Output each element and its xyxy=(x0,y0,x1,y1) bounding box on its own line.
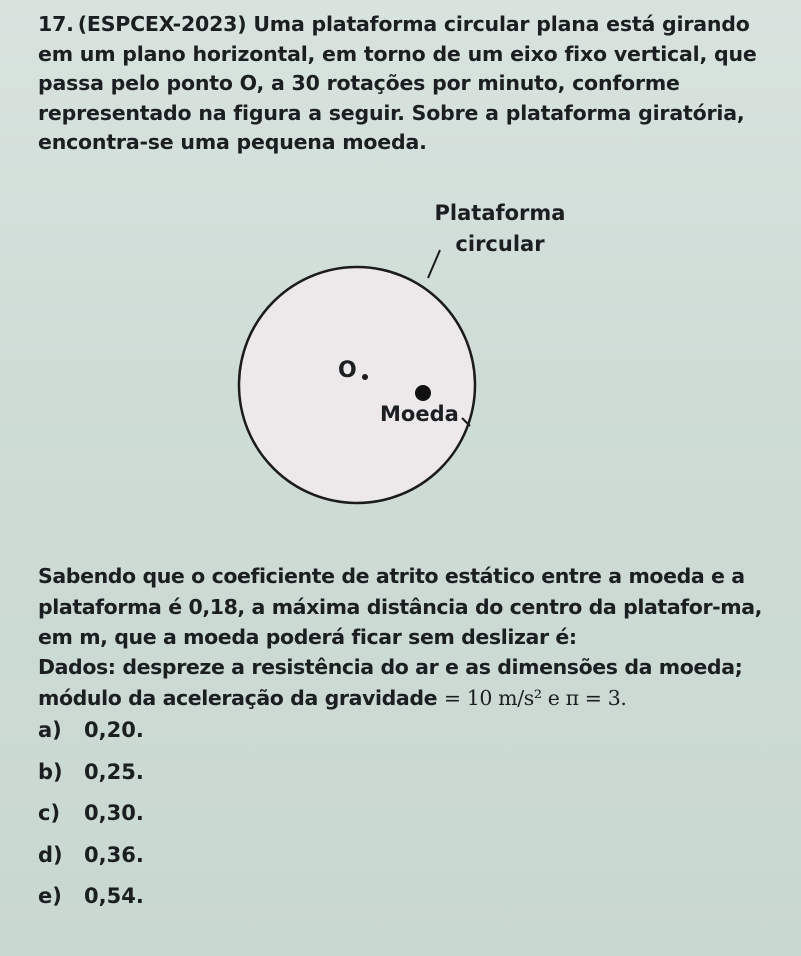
option-a[interactable] xyxy=(38,710,338,752)
question-statement xyxy=(38,10,778,158)
center-label: O xyxy=(338,358,357,383)
option-value: 0,36. xyxy=(84,842,144,867)
rotating-platform-figure xyxy=(200,190,600,520)
option-c[interactable] xyxy=(38,793,338,835)
answer-options xyxy=(38,710,338,918)
platform-label-line1: Plataforma xyxy=(434,201,566,225)
option-value: 0,30. xyxy=(84,801,144,825)
option-letter: d) xyxy=(38,842,63,867)
option-letter: e) xyxy=(38,884,62,908)
option-value: 0,25. xyxy=(84,759,144,784)
question-number: 17. xyxy=(38,12,74,36)
question-prompt: Sabendo que o coeficiente de atrito estático entre a moeda e a plataforma é 0,18, a máxima distância do centro da platafor-ma, em m, que a moeda poderá ficar sem deslizar é: xyxy=(38,564,763,649)
platform-circle xyxy=(239,267,475,503)
option-b[interactable] xyxy=(38,752,338,794)
data-line-1: Dados: despreze a resistência do ar e as dimensões da moeda; xyxy=(38,655,743,679)
option-letter: c) xyxy=(38,801,61,825)
coin-label: Moeda xyxy=(380,402,459,426)
data-line-2-math: = 10 m/s² e π = 3. xyxy=(443,686,627,710)
option-letter: b) xyxy=(38,759,63,784)
option-value: 0,20. xyxy=(84,718,144,742)
option-d[interactable] xyxy=(38,835,338,877)
center-point xyxy=(362,374,368,380)
option-value: 0,54. xyxy=(84,884,144,908)
statement-text: (ESPCEX-2023) Uma plataforma circular plana está girando em um plano horizontal, em torno de um eixo fixo vertical, que passa pelo ponto O, a 30 rotações por minuto, conforme representado na figura a seguir. Sobre a plataforma giratória, encontra-se uma pequena moeda. xyxy=(38,12,757,154)
option-e[interactable] xyxy=(38,876,338,918)
question-data xyxy=(38,652,798,714)
data-line-2-text: módulo da aceleração da gravidade xyxy=(38,686,438,710)
platform-label xyxy=(420,198,580,260)
platform-label-line2: circular xyxy=(455,232,545,256)
coin xyxy=(415,385,431,401)
option-letter: a) xyxy=(38,718,62,742)
